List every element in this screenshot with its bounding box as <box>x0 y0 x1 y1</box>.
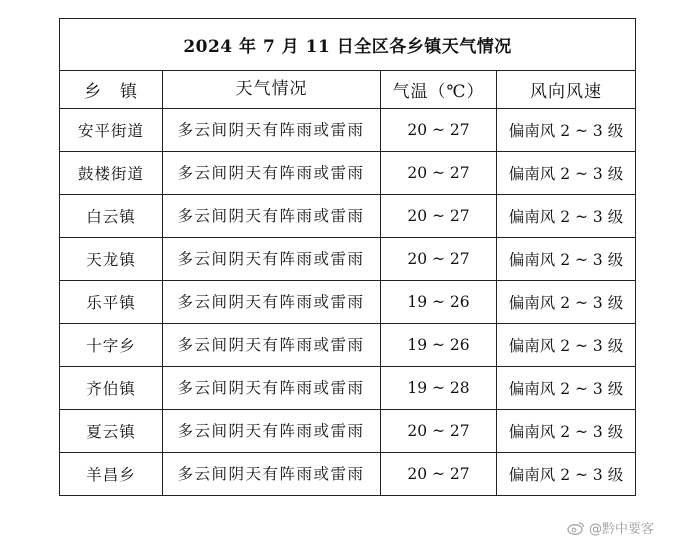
header-town: 乡 镇 <box>60 71 163 109</box>
temperature-cell: 20 ~ 27 <box>381 152 497 195</box>
weather-text: 多云间阴天有阵雨或雷雨 <box>177 421 365 440</box>
weather-cell <box>163 238 381 281</box>
temperature-cell: 20 ~ 27 <box>381 453 497 496</box>
weather-cell <box>163 453 381 496</box>
wind-cell: 偏南风 2 ~ 3 级 <box>497 281 636 324</box>
weather-text: 多云间阴天有阵雨或雷雨 <box>177 249 365 268</box>
table-row <box>60 109 636 152</box>
weather-cell <box>163 367 381 410</box>
town-cell: 白云镇 <box>60 195 163 238</box>
weather-text: 多云间阴天有阵雨或雷雨 <box>177 464 365 483</box>
wind-cell: 偏南风 2 ~ 3 级 <box>497 195 636 238</box>
weather-cell <box>163 410 381 453</box>
town-cell: 乐平镇 <box>60 281 163 324</box>
temperature-cell: 20 ~ 27 <box>381 238 497 281</box>
watermark <box>567 518 654 537</box>
table-row <box>60 410 636 453</box>
town-cell: 齐伯镇 <box>60 367 163 410</box>
weather-table-container <box>59 18 635 496</box>
weather-cell <box>163 281 381 324</box>
town-cell: 十字乡 <box>60 324 163 367</box>
weather-cell <box>163 324 381 367</box>
temperature-cell: 19 ~ 26 <box>381 281 497 324</box>
town-cell: 羊昌乡 <box>60 453 163 496</box>
weather-table <box>59 18 636 496</box>
table-row <box>60 281 636 324</box>
watermark-text: @黔中要客 <box>588 522 654 537</box>
wind-cell: 偏南风 2 ~ 3 级 <box>497 238 636 281</box>
table-row <box>60 324 636 367</box>
table-row <box>60 238 636 281</box>
wind-cell: 偏南风 2 ~ 3 级 <box>497 324 636 367</box>
header-wind: 风向风速 <box>497 71 636 109</box>
table-body <box>60 109 636 496</box>
header-temperature: 气温（℃） <box>381 71 497 109</box>
weather-cell <box>163 195 381 238</box>
weather-text: 多云间阴天有阵雨或雷雨 <box>177 378 365 397</box>
temperature-cell: 20 ~ 27 <box>381 109 497 152</box>
header-weather: 天气情况 <box>163 71 381 109</box>
weather-text: 多云间阴天有阵雨或雷雨 <box>177 120 365 139</box>
table-row <box>60 453 636 496</box>
wind-cell: 偏南风 2 ~ 3 级 <box>497 109 636 152</box>
wind-cell: 偏南风 2 ~ 3 级 <box>497 410 636 453</box>
weather-cell <box>163 152 381 195</box>
wind-cell: 偏南风 2 ~ 3 级 <box>497 152 636 195</box>
weather-text: 多云间阴天有阵雨或雷雨 <box>177 163 365 182</box>
weather-cell <box>163 109 381 152</box>
table-row <box>60 152 636 195</box>
weather-text: 多云间阴天有阵雨或雷雨 <box>177 292 365 311</box>
weibo-icon <box>567 521 585 535</box>
wind-cell: 偏南风 2 ~ 3 级 <box>497 367 636 410</box>
table-title: 2024 年 7 月 11 日全区各乡镇天气情况 <box>60 19 636 71</box>
temperature-cell: 19 ~ 28 <box>381 367 497 410</box>
town-cell: 安平街道 <box>60 109 163 152</box>
wind-cell: 偏南风 2 ~ 3 级 <box>497 453 636 496</box>
weather-text: 多云间阴天有阵雨或雷雨 <box>177 335 365 354</box>
town-cell: 夏云镇 <box>60 410 163 453</box>
town-cell: 鼓楼街道 <box>60 152 163 195</box>
temperature-cell: 20 ~ 27 <box>381 195 497 238</box>
town-cell: 天龙镇 <box>60 238 163 281</box>
table-row <box>60 195 636 238</box>
temperature-cell: 19 ~ 26 <box>381 324 497 367</box>
weather-text: 多云间阴天有阵雨或雷雨 <box>177 206 365 225</box>
table-row <box>60 367 636 410</box>
temperature-cell: 20 ~ 27 <box>381 410 497 453</box>
